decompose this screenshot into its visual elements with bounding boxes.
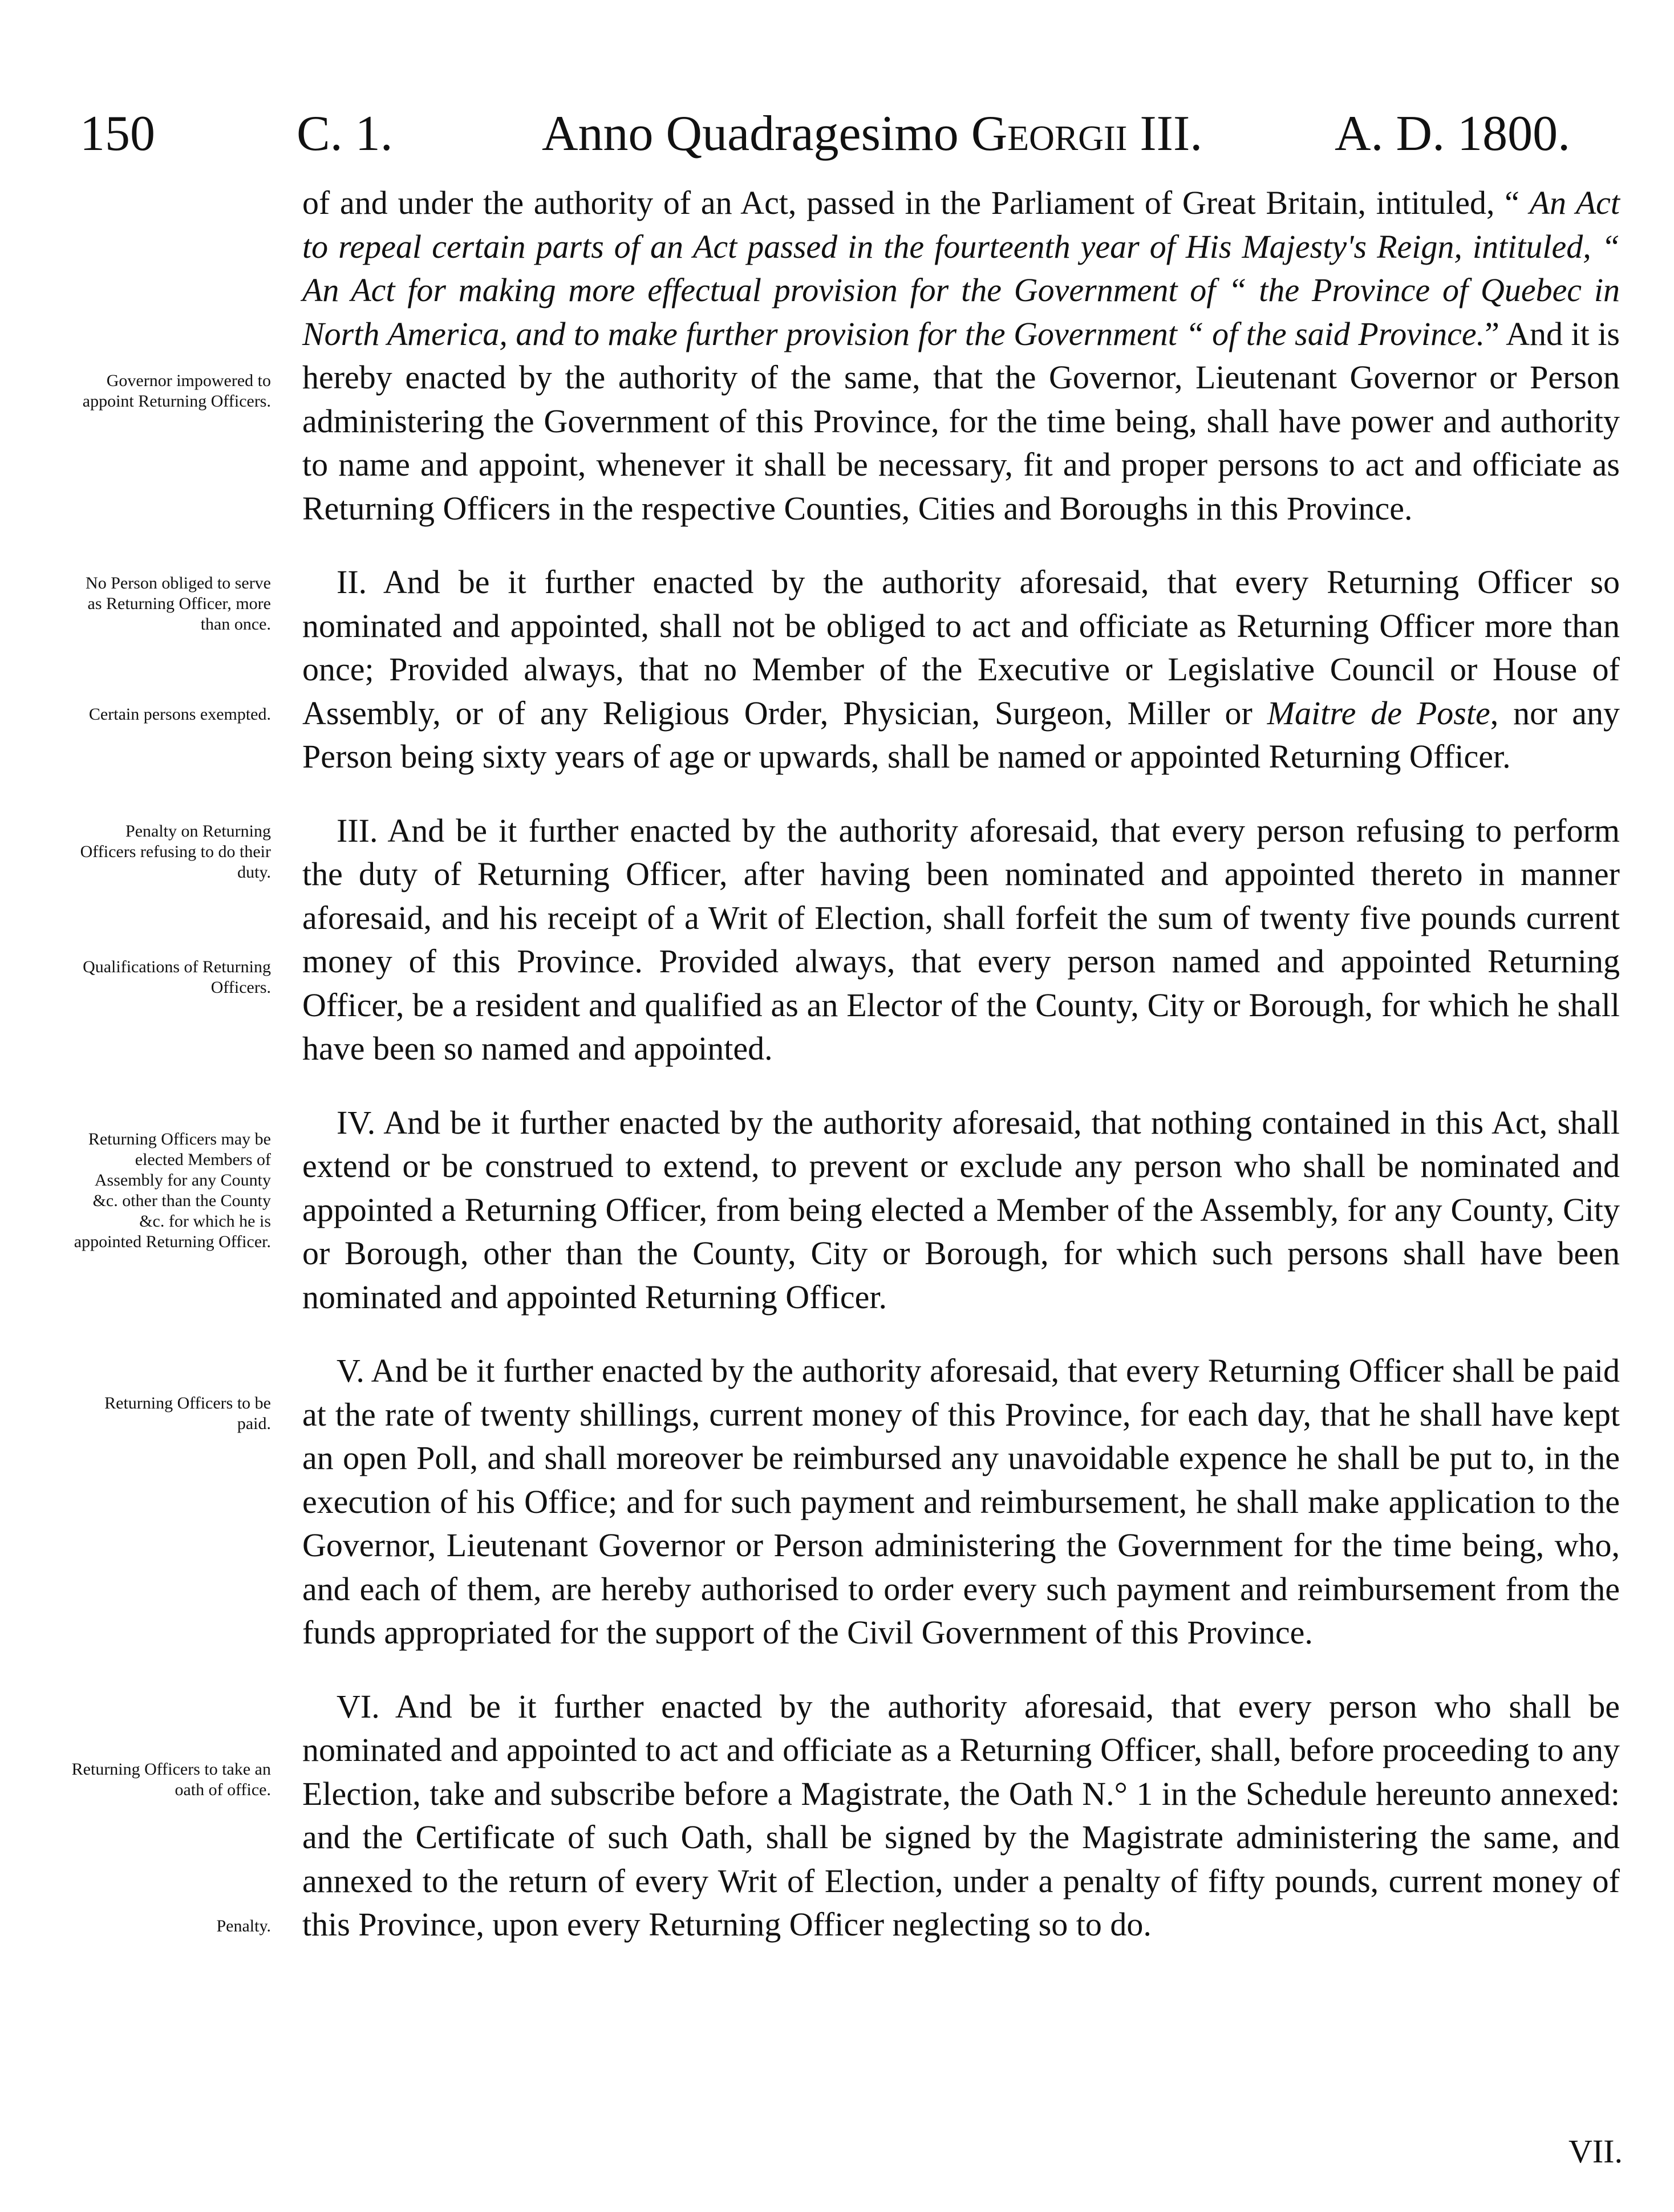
margin-note-elected-members: Returning Officers may be elected Members of Assembly for any County &c. other than the County &c. for which he is appointed Returning Officer. — [74, 1130, 271, 1251]
running-title-king: Georgii — [971, 106, 1128, 161]
intro-text-2: ” And it is hereby enacted by the authority of the same, that the Governor, Lieutenant Governor or Person administering the Government of this Province, for the time being, shall have power and authority to name and appoint, whenever it shall be necessary, fit and proper persons to act and officiate as Returning Officers in the respective Counties, Cities and Boroughs in this Province. — [302, 315, 1620, 527]
margin-note-to-be-paid: Returning Officers to be paid. — [104, 1394, 271, 1433]
margin-note-penalty: Penalty. — [216, 1917, 271, 1935]
running-title-prefix: Anno Quadragesimo — [542, 106, 971, 161]
running-title-suffix: III. — [1127, 106, 1203, 161]
section-2 — [302, 561, 1620, 779]
margin-note-oath: Returning Officers to take an oath of office. — [71, 1760, 271, 1799]
intro-text-1: of and under the authority of an Act, passed in the Parliament of Great Britain, intituled, “ — [302, 184, 1530, 221]
section-5 — [302, 1349, 1620, 1655]
section-3 — [302, 809, 1620, 1071]
section-2-text-end: , nor any Person being sixty years of age or upwards, shall be named or appointed Returning Officer. — [302, 694, 1620, 775]
catchword: VII. — [1568, 2133, 1623, 2170]
running-title — [542, 100, 1202, 168]
margin-note-no-person: No Person obliged to serve as Returning Officer, more than once. — [86, 574, 271, 634]
margin-note-penalty-refusing: Penalty on Returning Officers refusing to do their duty. — [80, 822, 271, 882]
margin-note-exempted: Certain persons exempted. — [88, 705, 271, 724]
section-intro — [302, 181, 1620, 530]
running-head — [80, 100, 1620, 168]
chapter-number: C. 1. — [297, 106, 393, 161]
section-5-text: V. And be it further enacted by the authority aforesaid, that every Returning Officer shall be paid at the rate of twenty shillings, current money of this Province, for each day, that he shall have kept an open Poll, and shall moreover be reimbursed any unavoidable expence he shall be put to, in the execution of his Office; and for such payment and reimbursement, he shall make application to the Governor, Lieutenant Governor or Person administering the Government for the time being, who, and each of them, are hereby authorised to order every such payment and reimbursement from the funds appropriated for the support of the Civil Government of this Province. — [302, 1352, 1620, 1651]
section-6-text: VI. And be it further enacted by the authority aforesaid, that every person who shall be nominated and appointed to act and officiate as a Returning Officer, shall, before proceeding to any Election, take and subscribe before a Magistrate, the Oath N.° 1 in the Schedule hereunto annexed: and the Certificate of such Oath, shall be signed by the Magistrate administering the same, and annexed to the return of every Writ of Election, under a penalty of fifty pounds, current money of this Province, upon every Returning Officer neglecting so to do. — [302, 1687, 1620, 1943]
section-2-text: II. And be it further enacted by the authority aforesaid, that every Returning Officer so nominated and appointed, shall not be obliged to act and officiate as Returning Officer more than once; Provided always, that no Member of the Executive or Legislative Council or House of Assembly, or of any Religious Order, Physician, Surgeon, Miller or — [302, 563, 1620, 732]
year-heading: A. D. 1800. — [1335, 106, 1571, 161]
section-4-text: IV. And be it further enacted by the authority aforesaid, that nothing contained in this Act, shall extend or be construed to extend, to prevent or exclude any person who shall be nominated and appointed a Returning Officer, from being elected a Member of the Assembly, for any County, City or Borough, other than the County, City or Borough, for which such persons shall have been nominated and appointed Returning Officer. — [302, 1103, 1620, 1316]
section-6 — [302, 1685, 1620, 1947]
intro-act-title: An Act to repeal certain parts of an Act passed in the fourteenth year of His Majesty's Reign, intituled, “ An Act for making more effectual provision for the Government of “ the Province of Quebec in North America, and to make further provision for the Government “ of the said Province. — [302, 184, 1620, 352]
section-2-italic: Maitre de Poste — [1267, 694, 1490, 732]
margin-note-qualifications: Qualifications of Returning Officers. — [83, 957, 271, 997]
page-number: 150 — [80, 106, 155, 161]
section-4 — [302, 1101, 1620, 1320]
margin-note-governor: Governor impowered to appoint Returning Officers. — [82, 371, 271, 411]
section-3-text: III. And be it further enacted by the authority aforesaid, that every person refusing to perform the duty of Returning Officer, after having been nominated and appointed thereto in manner aforesaid, and his receipt of a Writ of Election, shall forfeit the sum of twenty five pounds current money of this Province. Provided always, that every person named and appointed Returning Officer, be a resident and qualified as an Elector of the County, City or Borough, for which he shall have been so named and appointed. — [302, 811, 1620, 1067]
body-text — [302, 181, 1620, 1947]
